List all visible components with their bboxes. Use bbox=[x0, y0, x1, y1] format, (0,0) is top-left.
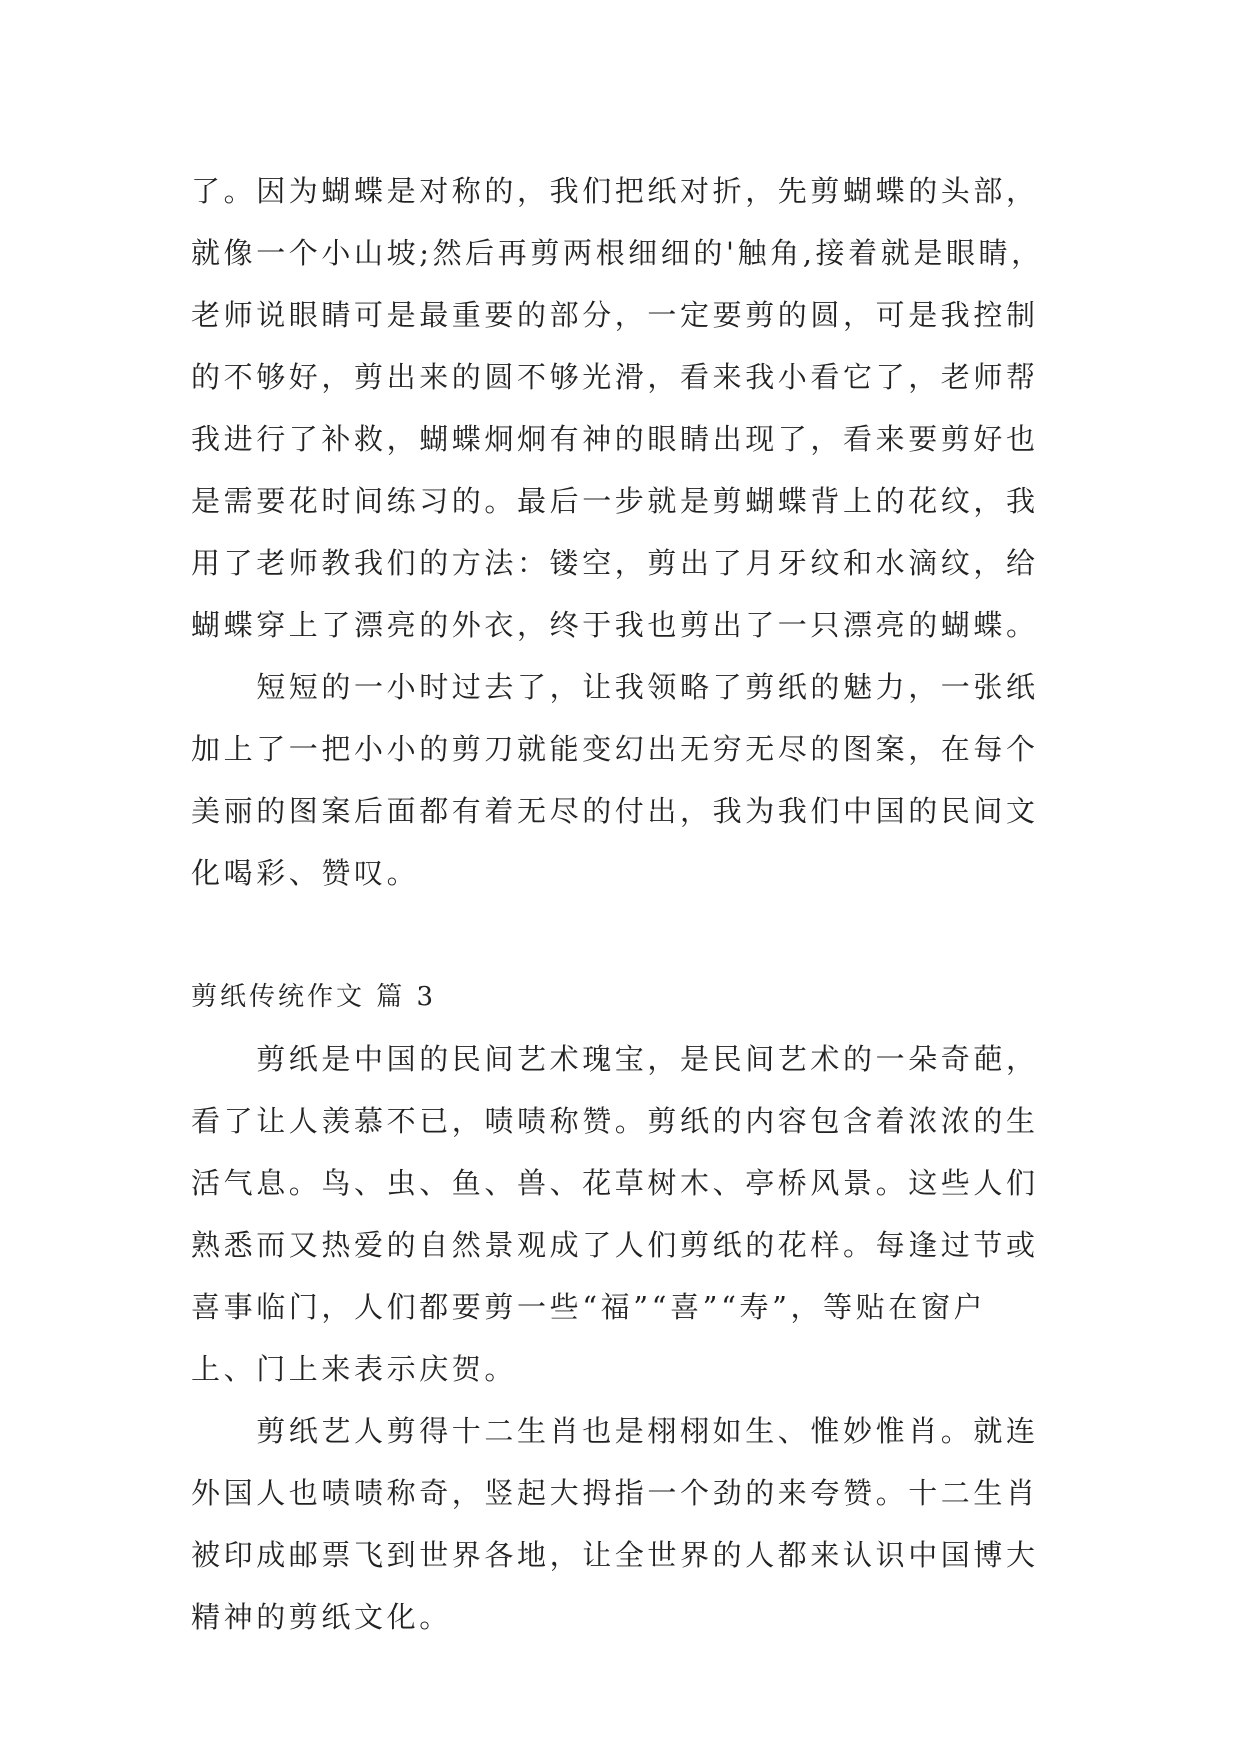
text-line: 蝴蝶穿上了漂亮的外衣，终于我也剪出了一只漂亮的蝴蝶。 bbox=[191, 608, 1039, 642]
text-line: 外国人也啧啧称奇，竖起大拇指一个劲的来夸赞。十二生肖 bbox=[191, 1476, 1039, 1510]
text-line: 是需要花时间练习的。最后一步就是剪蝴蝶背上的花纹，我 bbox=[191, 484, 1039, 518]
text-line: 的不够好，剪出来的圆不够光滑，看来我小看它了，老师帮 bbox=[191, 360, 1039, 394]
text-line: 剪纸艺人剪得十二生肖也是栩栩如生、惟妙惟肖。就连 bbox=[191, 1414, 1039, 1448]
text-line: 短短的一小时过去了，让我领略了剪纸的魅力，一张纸 bbox=[191, 670, 1039, 704]
text-line: 了。因为蝴蝶是对称的，我们把纸对折，先剪蝴蝶的头部， bbox=[191, 174, 1039, 208]
text-line: 用了老师教我们的方法：镂空，剪出了月牙纹和水滴纹，给 bbox=[191, 546, 1039, 580]
text-line: 喜事临门，人们都要剪一些“福”“喜”“寿”，等贴在窗户 bbox=[191, 1290, 987, 1324]
text-line: 美丽的图案后面都有着无尽的付出，我为我们中国的民间文 bbox=[191, 794, 1039, 828]
text-line: 熟悉而又热爱的自然景观成了人们剪纸的花样。每逢过节或 bbox=[191, 1228, 1039, 1262]
text-line: 被印成邮票飞到世界各地，让全世界的人都来认识中国博大 bbox=[191, 1538, 1039, 1572]
document-body bbox=[191, 160, 1051, 1648]
paragraph-butterfly-cutting bbox=[191, 160, 1051, 656]
text-line: 就像一个小山坡;然后再剪两根细细的'触角,接着就是眼睛， bbox=[191, 236, 1044, 270]
text-line: 加上了一把小小的剪刀就能变幻出无穷无尽的图案，在每个 bbox=[191, 732, 1039, 766]
paragraph-zodiac bbox=[191, 1400, 1051, 1648]
text-line: 看了让人羡慕不已，啧啧称赞。剪纸的内容包含着浓浓的生 bbox=[191, 1104, 1039, 1138]
text-line: 我进行了补救，蝴蝶炯炯有神的眼睛出现了，看来要剪好也 bbox=[191, 422, 1039, 456]
text-line: 化喝彩、赞叹。 bbox=[191, 856, 420, 890]
text-line: 上、门上来表示庆贺。 bbox=[191, 1352, 518, 1386]
text-line: 老师说眼睛可是最重要的部分，一定要剪的圆，可是我控制 bbox=[191, 298, 1039, 332]
paragraph-folk-art bbox=[191, 1028, 1051, 1400]
paragraph-conclusion bbox=[191, 656, 1051, 904]
section-spacer bbox=[191, 904, 1051, 966]
section-heading: 剪纸传统作文 篇 3 bbox=[191, 982, 437, 1012]
text-line: 活气息。鸟、虫、鱼、兽、花草树木、亭桥风景。这些人们 bbox=[191, 1166, 1039, 1200]
text-line: 精神的剪纸文化。 bbox=[191, 1600, 452, 1634]
text-line: 剪纸是中国的民间艺术瑰宝，是民间艺术的一朵奇葩， bbox=[191, 1042, 1039, 1076]
